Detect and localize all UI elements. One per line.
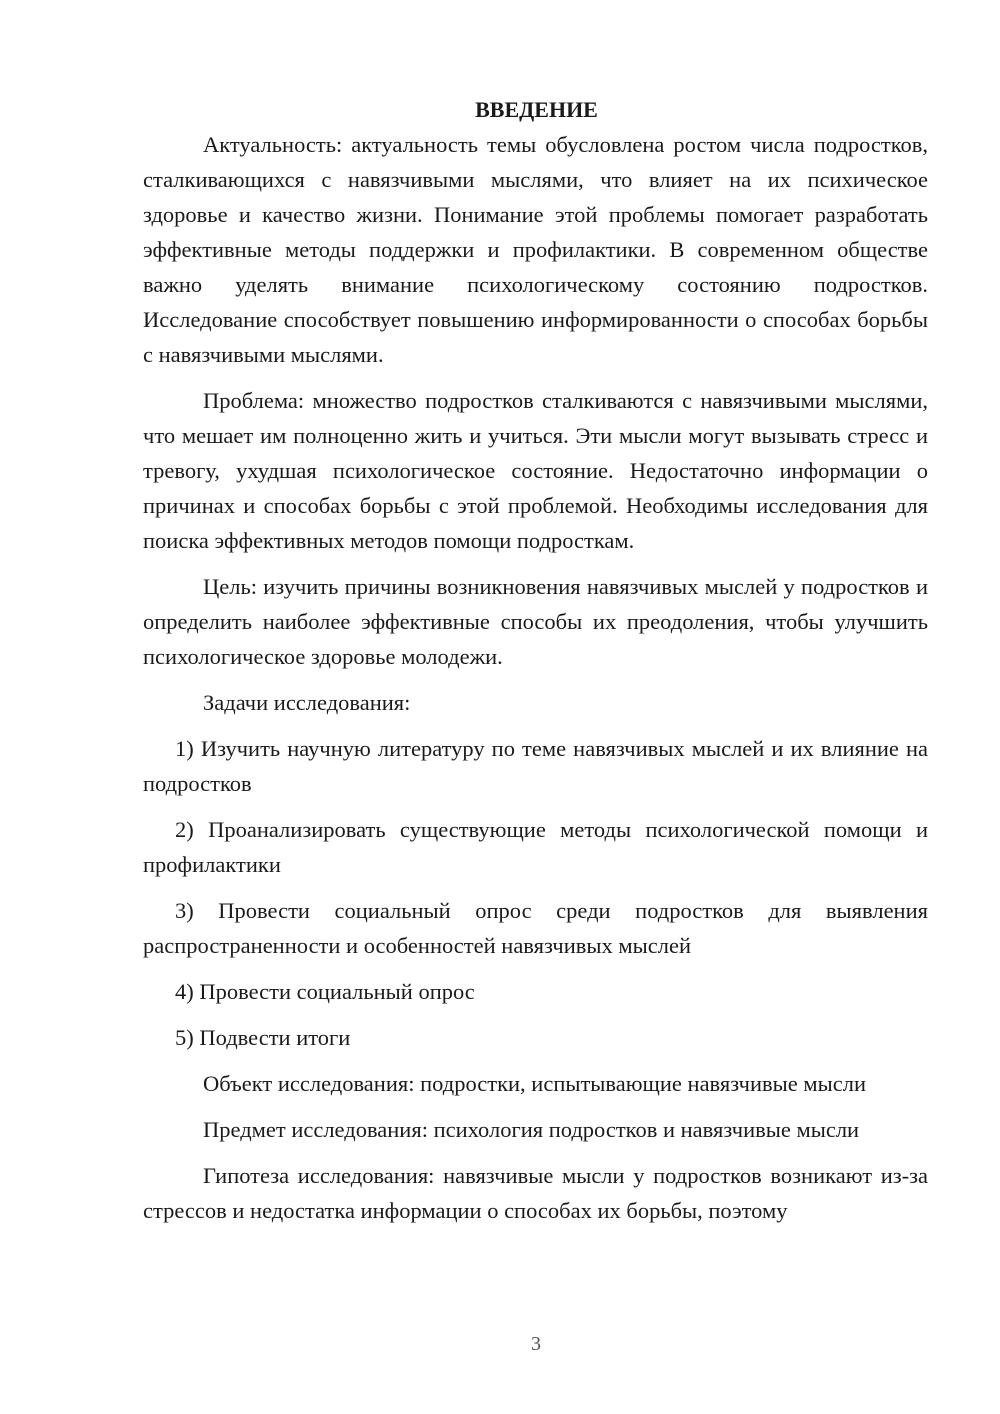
task-item-1: 1) Изучить научную литературу по теме навязчивых мыслей и их влияние на подростков: [143, 736, 928, 796]
paragraph-subject: Предмет исследования: психология подростков и навязчивые мысли: [203, 1117, 860, 1142]
paragraph-problem: Проблема: множество подростков сталкиваются с навязчивыми мыслями, что мешает им полноценно жить и учиться. Эти мысли могут вызывать стресс и тревогу, ухудшая психологическое состояние. Недостаточно информации о причинах и способах борьбы с этой проблемой. Необходимы исследования для поиска эффективных методов помощи подросткам.: [143, 388, 928, 553]
page-number: 3: [531, 1333, 541, 1355]
task-item-4: 4) Провести социальный опрос: [175, 979, 475, 1004]
paragraph-goal: Цель: изучить причины возникновения навязчивых мыслей у подростков и определить наиболее эффективные способы их преодоления, чтобы улучшить психологическое здоровье молодежи.: [143, 574, 928, 669]
paragraph-hypothesis: Гипотеза исследования: навязчивые мысли у подростков возникают из-за стрессов и недостатка информации о способах их борьбы, поэтому: [143, 1163, 928, 1223]
task-item-5: 5) Подвести итоги: [175, 1025, 351, 1050]
section-title: ВВЕДЕНИЕ: [475, 97, 598, 122]
task-item-2: 2) Проанализировать существующие методы психологической помощи и профилактики: [143, 817, 928, 877]
tasks-heading: Задачи исследования:: [203, 690, 411, 715]
document-page: [143, 92, 928, 1228]
task-item-3: 3) Провести социальный опрос среди подростков для выявления распространенности и особенностей навязчивых мыслей: [143, 898, 928, 958]
paragraph-object: Объект исследования: подростки, испытывающие навязчивые мысли: [203, 1071, 866, 1096]
paragraph-relevance: Актуальность: актуальность темы обусловлена ростом числа подростков, сталкивающихся с навязчивыми мыслями, что влияет на их психическое здоровье и качество жизни. Понимание этой проблемы помогает разработать эффективные методы поддержки и профилактики. В современном обществе важно уделять внимание психологическому состоянию подростков. Исследование способствует повышению информированности о способах борьбы с навязчивыми мыслями.: [143, 132, 928, 367]
